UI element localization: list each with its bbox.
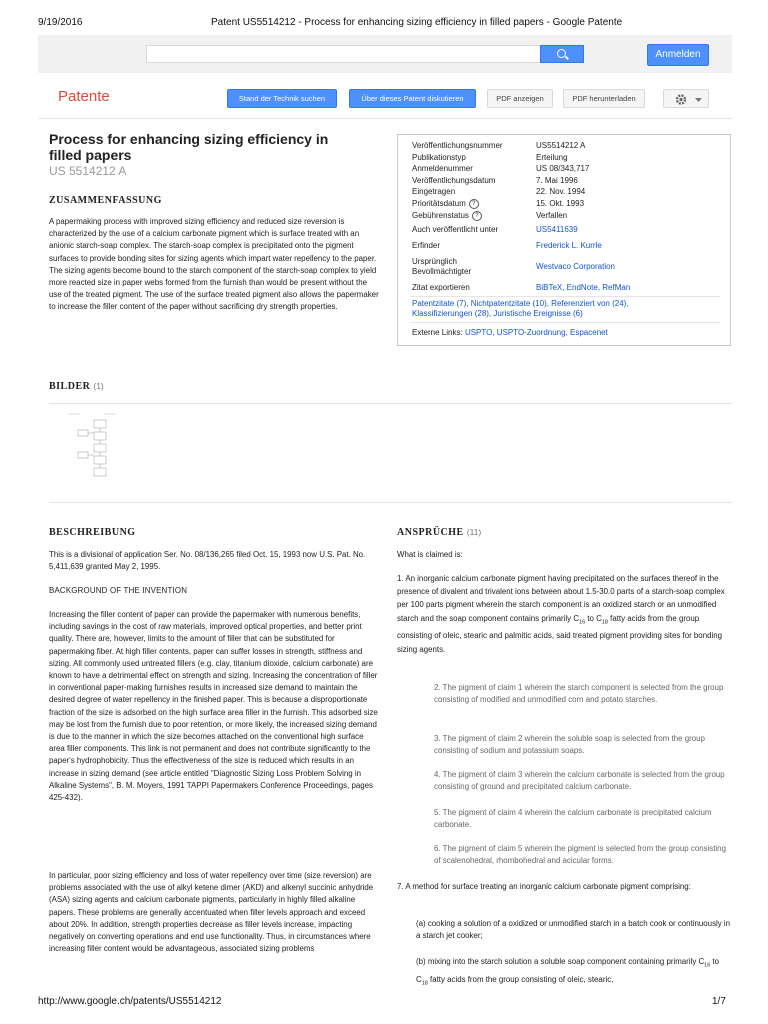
claim-7b-text-b: fatty acids from the group consisting of oleic, stearic, — [427, 974, 614, 984]
claim-1-text-b: fatty acids from the group consisting of oleic, stearic and palmitic acids, said treated pigment providing sites for bonding sizing agents. — [397, 613, 723, 654]
search-input[interactable] — [146, 45, 540, 63]
assignee-label-line1: Ursprünglich — [412, 257, 457, 266]
meta-label-text: Veröffentlichungsdatum — [412, 175, 496, 185]
external-links[interactable]: USPTO, USPTO-Zuordnung, Espacenet — [464, 328, 608, 337]
claim-2: 2. The pigment of claim 1 wherein the starch component is selected from the group consisting of modified and unmodified corn and potato starches. — [434, 683, 724, 705]
claim-7b — [416, 955, 732, 991]
description-para-3: In particular, poor sizing efficiency and loss of water repellency over time (size reversion) are problems associated with the use of alkyl ketene dimer (AKD) and alkenyl succinic anhydride (ASA) sizing agents and calcium carbonate pigments, particularly in highly filled alkaline papers. These problems are generally accentuated when filler levels approach and exceed about 20%. In addition, strength properties decrease as filler levels increase, impacting negatively on converting operations and end use functionality. Thus, in circumstances where increasing filler content would be advantageous, associated sizing problems — [49, 871, 374, 954]
claim-7b-sub-2: 18 — [421, 980, 428, 987]
search-icon — [557, 49, 566, 58]
citations-links-line2[interactable]: Klassifizierungen (28), Juristische Ereignisse (6) — [412, 309, 583, 318]
claim-1 — [397, 572, 732, 656]
print-page-title: Patent US5514212 - Process for enhancing sizing efficiency in filled papers - Google Patente — [211, 17, 623, 28]
claim-1-sub-2: 18 — [601, 619, 608, 626]
header-divider — [38, 118, 732, 119]
claim-1-sub-1: 16 — [579, 619, 586, 626]
also-published-label: Auch veröffentlicht unter — [412, 225, 499, 234]
assignee-label-line2: Bevollmächtigter — [412, 267, 472, 276]
claim-7a: (a) cooking a solution of a oxidized or unmodified starch in a batch cook or continuously in a starch jet cooker; — [416, 919, 731, 941]
meta-divider-2 — [410, 322, 720, 323]
meta-label — [412, 153, 466, 162]
meta-value: US5514212 A — [536, 141, 586, 150]
export-label: Zitat exportieren — [412, 283, 470, 292]
claims-intro: What is claimed is: — [397, 550, 463, 559]
export-links[interactable]: BiBTeX, EndNote, RefMan — [536, 283, 631, 292]
meta-value: Erteilung — [536, 152, 568, 162]
inventor-label: Erfinder — [412, 241, 441, 250]
images-divider — [49, 403, 732, 404]
pdf-download-button[interactable]: PDF herunterladen — [563, 89, 645, 108]
claim-7b-sub-1: 16 — [704, 962, 711, 969]
description-para-1: This is a divisional of application Ser. No. 08/136,265 filed Oct. 15, 1993 now U.S. Pat. No. 5,411,639 granted May 2, 1995. — [49, 550, 366, 572]
abstract-heading: ZUSAMMENFASSUNG — [49, 195, 162, 206]
meta-label — [412, 164, 473, 173]
patente-logo[interactable]: Patente — [58, 88, 110, 105]
claim-1-text-a: 1. An inorganic calcium carbonate pigment having precipitated on the surfaces thereof in the presence of divalent and trivalent ions between about 1.5-30.0 parts of a starch-soap complex per 100 parts pigment wherein the starch component is an oxidized starch or an unmodified starch and the soap component contains primarily C — [397, 574, 725, 623]
claims-heading-label: ANSPRÜCHE — [397, 527, 464, 538]
claims-count: (11) — [466, 527, 482, 537]
gear-icon — [664, 90, 710, 109]
meta-label-text: Publikationstyp — [412, 152, 466, 162]
top-bar — [38, 35, 732, 73]
claim-3: 3. The pigment of claim 2 wherein the soluble soap is selected from the group consisting of sodium and potassium soaps. — [434, 734, 705, 756]
citations-links-line1[interactable]: Patentzitate (7), Nichtpatentzitate (10), Referenziert von (24), — [412, 299, 629, 308]
claim-4: 4. The pigment of claim 3 wherein the calcium carbonate is selected from the group consisting of ground and precipitated calcium carbonate. — [434, 770, 725, 792]
claim-7: 7. A method for surface treating an inorganic calcium carbonate pigment comprising: — [397, 882, 691, 891]
description-para-2: Increasing the filler content of paper can provide the papermaker with numerous benefits, including savings in the cost of raw materials, improved optical properties, and better print quality. There are, however, limits to the amount of filler that can be substituted for papermaking fiber. At high filler contents, paper can suffer losses in strength, stiffness and sizing. All commonly used untreated fillers (e.g. clay, titanium dioxide, calcium carbonate) are known to have a detrimental effect on strength and sizing. Increasing the concentration of filler in conventional paper-making furnishes results in increased size demand to maintain the desired degree of water repellency in the finished paper. This is because a disproportionate fraction of the size is adsorbed on the high surface area filler in the furnish. This adsorbed size may be lost from the furnish due to poor retention, or more likely, the increased sizing demand is due to the manner in which the size becomes attached on the conventional high surface area filler components. This link is not permanent and does not contribute significantly to the paper's hydrophobicity. Thus the effectiveness of the size is reduced which results in an increase in sizing demand (see article entitled "Diagnostic Sizing Loss Problem Solving in Alkaline Systems", B. M. Moyers, 1991 TAPPI Papermakers Conference Proceedings, pages 425-432). — [49, 610, 378, 803]
claim-7b-text-a: (b) mixing into the starch solution a soluble soap component containing primarily C — [416, 957, 705, 966]
description-heading: BESCHREIBUNG — [49, 527, 136, 538]
meta-label-text: Gebührenstatus — [412, 210, 469, 220]
flowchart-drawing-image — [66, 412, 118, 480]
settings-menu-button[interactable] — [663, 89, 709, 108]
metadata-panel — [397, 134, 731, 346]
prior-art-button[interactable]: Stand der Technik suchen — [227, 89, 337, 108]
print-footer-url: http://www.google.ch/patents/US5514212 — [38, 996, 222, 1007]
claim-5: 5. The pigment of claim 4 wherein the calcium carbonate is precipitated calcium carbonate. — [434, 808, 712, 830]
images-heading-label: BILDER — [49, 381, 91, 392]
pdf-view-button[interactable]: PDF anzeigen — [487, 89, 553, 108]
claim-6: 6. The pigment of claim 5 wherein the pigment is selected from the group consisting of scalenohedral, rhombohedral and acicular forms. — [434, 844, 726, 866]
meta-value: 22. Nov. 1994 — [536, 187, 586, 197]
meta-label — [412, 141, 503, 150]
meta-label-text: Veröffentlichungsnummer — [412, 141, 503, 150]
patent-drawing-thumbnail[interactable] — [66, 412, 118, 480]
claim-7b-text-mid: to C — [416, 957, 720, 984]
background-heading: BACKGROUND OF THE INVENTION — [49, 586, 188, 595]
search-button[interactable] — [540, 45, 584, 63]
meta-value: US 08/343,717 — [536, 164, 590, 174]
discuss-button[interactable]: Über dieses Patent diskutieren — [349, 89, 476, 108]
external-links-label: Externe Links: — [412, 328, 463, 337]
meta-label-text: Eingetragen — [412, 187, 456, 197]
inventor-link[interactable]: Frederick L. Kurrle — [536, 241, 602, 250]
meta-value: 15. Okt. 1993 — [536, 199, 585, 208]
abstract-text: A papermaking process with improved sizing efficiency and reduced size reversion is characterized by the use of a calcium carbonate pigment which is surface treated with an anionic starch-soap complex. The starch-soap complex is precipitated onto the pigment surfaces to provide bonding sites for sizing agents which impart water repellency to the paper. The sizing agents become bound to the starch component of the starch-soap complex to yield more reacted size in paper webs formed from the furnish than would be present without the use of the treated pigment. The use of the surface treated pigment also allows the papermaker to increase the filler content of the paper without sacrificing dry strength properties. — [49, 217, 379, 312]
images-heading — [49, 381, 104, 392]
signin-button[interactable]: Anmelden — [647, 44, 709, 66]
claim-1-text-mid: to C — [585, 613, 602, 623]
help-icon[interactable]: ? — [472, 211, 482, 221]
meta-label — [412, 211, 482, 221]
meta-label — [412, 176, 495, 185]
meta-divider — [410, 296, 720, 297]
images-count: (1) — [93, 381, 104, 391]
meta-value: 7. Mai 1996 — [536, 175, 578, 185]
assignee-link[interactable]: Westvaco Corporation — [536, 262, 615, 271]
chevron-down-icon — [695, 98, 702, 102]
patent-number: US 5514212 A — [49, 164, 127, 178]
images-bottom-divider — [49, 502, 732, 503]
meta-value: Verfallen — [536, 210, 568, 220]
claims-heading — [397, 527, 481, 538]
meta-label — [412, 199, 479, 209]
patent-title: Process for enhancing sizing efficiency in filled papers — [49, 131, 329, 163]
meta-label-text: Prioritätsdatum — [412, 199, 466, 209]
also-published-link[interactable]: US5411639 — [536, 225, 578, 234]
print-footer-page: 1/7 — [712, 996, 726, 1007]
print-date: 9/19/2016 — [38, 17, 83, 28]
help-icon[interactable]: ? — [469, 199, 479, 209]
meta-label — [412, 187, 455, 196]
meta-label-text: Anmeldenummer — [412, 164, 473, 174]
